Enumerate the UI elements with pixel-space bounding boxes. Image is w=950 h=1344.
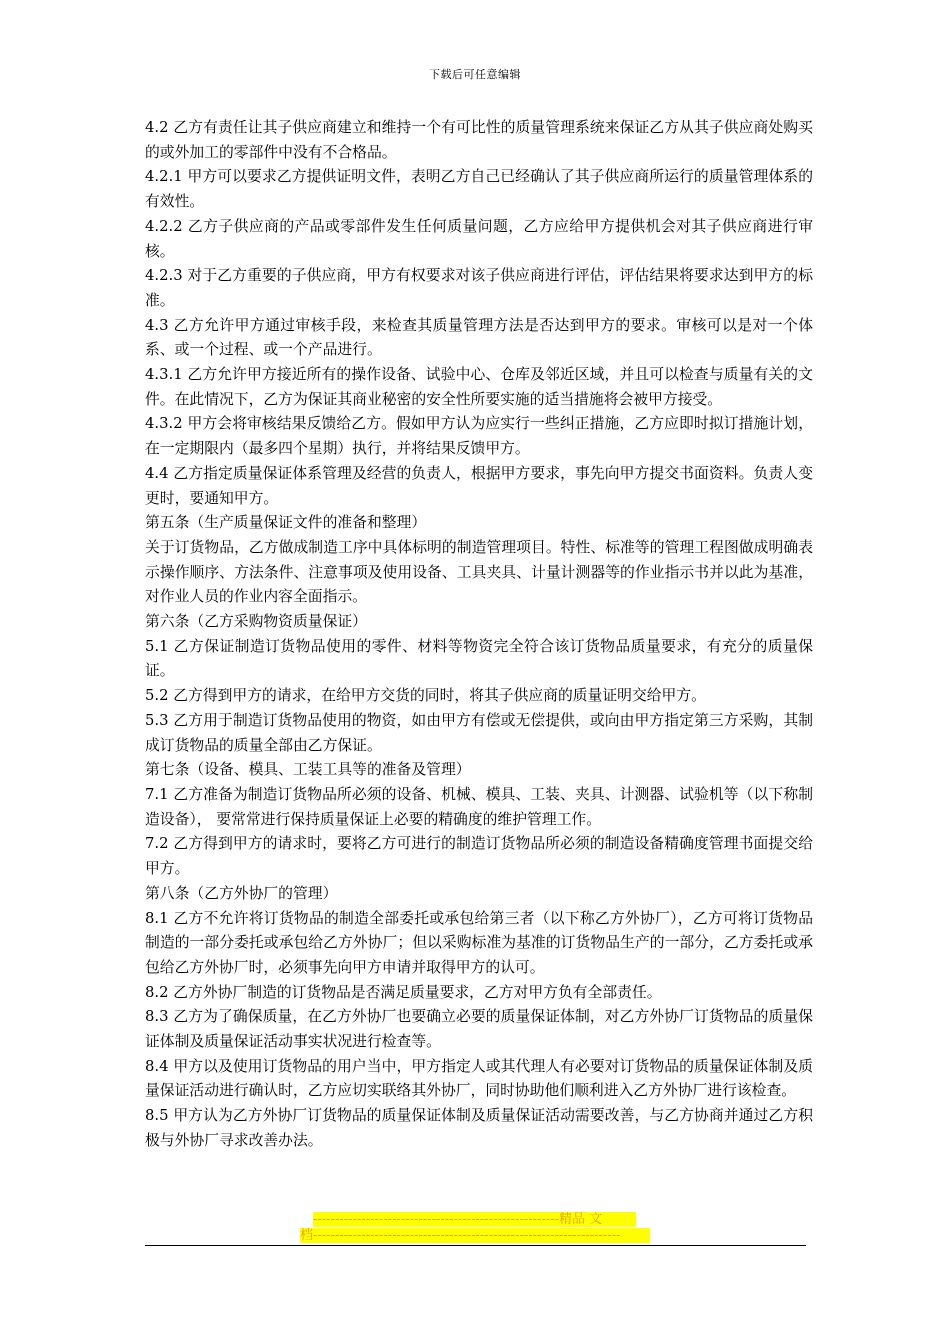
paragraph-8-2: 8.2 乙方外协厂制造的订货物品是否满足质量要求，乙方对甲方负有全部责任。 [145,983,662,1001]
paragraph-4-4: 4.4 乙方指定质量保证体系管理及经营的负责人，根据甲方要求，事先向甲方提交书面资料。负责人变更时，要通知甲方。 [145,464,813,507]
paragraph-7-1: 7.1 乙方准备为制造订货物品所必须的设备、机械、模具、工装、夹具、计测器、试验机等（以下称制造设备）， 要常常进行保持质量保证上必要的精确度的维护管理工作。 [145,785,813,828]
paragraph-4-3-2: 4.3.2 甲方会将审核结果反馈给乙方。假如甲方认为应实行一些纠正措施，乙方应即时拟订措施计划，在一定期限内（最多四个星期）执行，并将结果反馈甲方。 [145,415,813,458]
section-heading-8: 第八条（乙方外协厂的管理） [145,884,338,902]
paragraph-8-5: 8.5 甲方认为乙方外协厂订货物品的质量保证体制及质量保证活动需要改善，与乙方协商并通过乙方积极与外协厂寻求改善办法。 [145,1107,813,1149]
paragraph-4-3-1: 4.3.1 乙方允许甲方接近所有的操作设备、试验中心、仓库及邻近区域，并且可以检查与质量有关的文件。在此情况下，乙方为保证其商业秘密的安全性所要实施的适当措施将会被甲方接受。 [145,366,813,408]
footer-watermark-line-1: --------------------------------------------------------精品 文 [313,1212,636,1227]
paragraph-5-1: 5.1 乙方保证制造订货物品使用的零件、材料等物资完全符合该订货物品质量要求，有充分的质量保证。 [145,637,813,680]
paragraph-5-3: 5.3 乙方用于制造订货物品使用的物资，如由甲方有偿或无偿提供，或向由甲方指定第三方采购，其制成订货物品的质量全部由乙方保证。 [145,711,813,754]
paragraph-5-2: 5.2 乙方得到甲方的请求，在给甲方交货的同时，将其子供应商的质量证明交给甲方。 [145,687,706,705]
footer-watermark-line-2: 档---------------------------------------------------------------------- [300,1228,650,1243]
paragraph-4-2: 4.2 乙方有责任让其子供应商建立和维持一个有可比性的质量管理系统来保证乙方从其子供应商处购买的或外加工的零部件中没有不合格品。 [145,119,813,161]
paragraph-8-4: 8.4 甲方以及使用订货物品的用户当中，甲方指定人或其代理人有必要对订货物品的质量保证体制及质量保证活动进行确认时，乙方应切实联络其外协厂，同时协助他们顺利进入乙方外协厂进行该检查。 [145,1057,813,1100]
paragraph-4-2-1: 4.2.1 甲方可以要求乙方提供证明文件，表明乙方自己已经确认了其子供应商所运行的质量管理体系的有效性。 [145,168,813,211]
page-header: 下载后可任意编辑 [429,68,521,81]
section-heading-6: 第六条（乙方采购物资质量保证） [145,613,367,631]
paragraph-4-2-3: 4.2.3 对于乙方重要的子供应商，甲方有权要求对该子供应商进行评估，评估结果将要求达到甲方的标准。 [145,267,813,309]
section-heading-5: 第五条（生产质量保证文件的准备和整理） [145,514,427,532]
paragraph-4-3: 4.3 乙方允许甲方通过审核手段，来检查其质量管理方法是否达到甲方的要求。审核可以是对一个体系、或一个过程、或一个产品进行。 [145,316,813,359]
paragraph-section-5: 关于订货物品，乙方做成制造工序中具体标明的制造管理项目。特性、标准等的管理工程图做成明确表示操作顺序、方法条件、注意事项及使用设备、工具夹具、计量计测器等的作业指示书并以此为基准，对作业人员的作业内容全面指示。 [145,538,813,606]
paragraph-8-3: 8.3 乙方为了确保质量，在乙方外协厂也要确立必要的质量保证体制，对乙方外协厂订货物品的质量保证体制及质量保证活动事实状况进行检查等。 [145,1008,813,1051]
paragraph-8-1: 8.1 乙方不允许将订货物品的制造全部委托或承包给第三者（以下称乙方外协厂），乙方可将订货物品制造的一部分委托或承包给乙方外协厂；但以采购标准为基准的订货物品生产的一部分，乙方委托或承包给乙方外协厂时，必须事先向甲方申请并取得甲方的认可。 [145,909,813,976]
paragraph-7-2: 7.2 乙方得到甲方的请求时，要将乙方可进行的制造订货物品所必须的制造设备精确度管理书面提交给甲方。 [145,835,813,878]
paragraph-4-2-2: 4.2.2 乙方子供应商的产品或零部件发生任何质量问题，乙方应给甲方提供机会对其子供应商进行审核。 [145,217,813,260]
section-heading-7: 第七条（设备、模具、工装工具等的准备及管理） [145,761,471,779]
footer-divider [145,1245,806,1246]
document-body [145,116,813,1154]
